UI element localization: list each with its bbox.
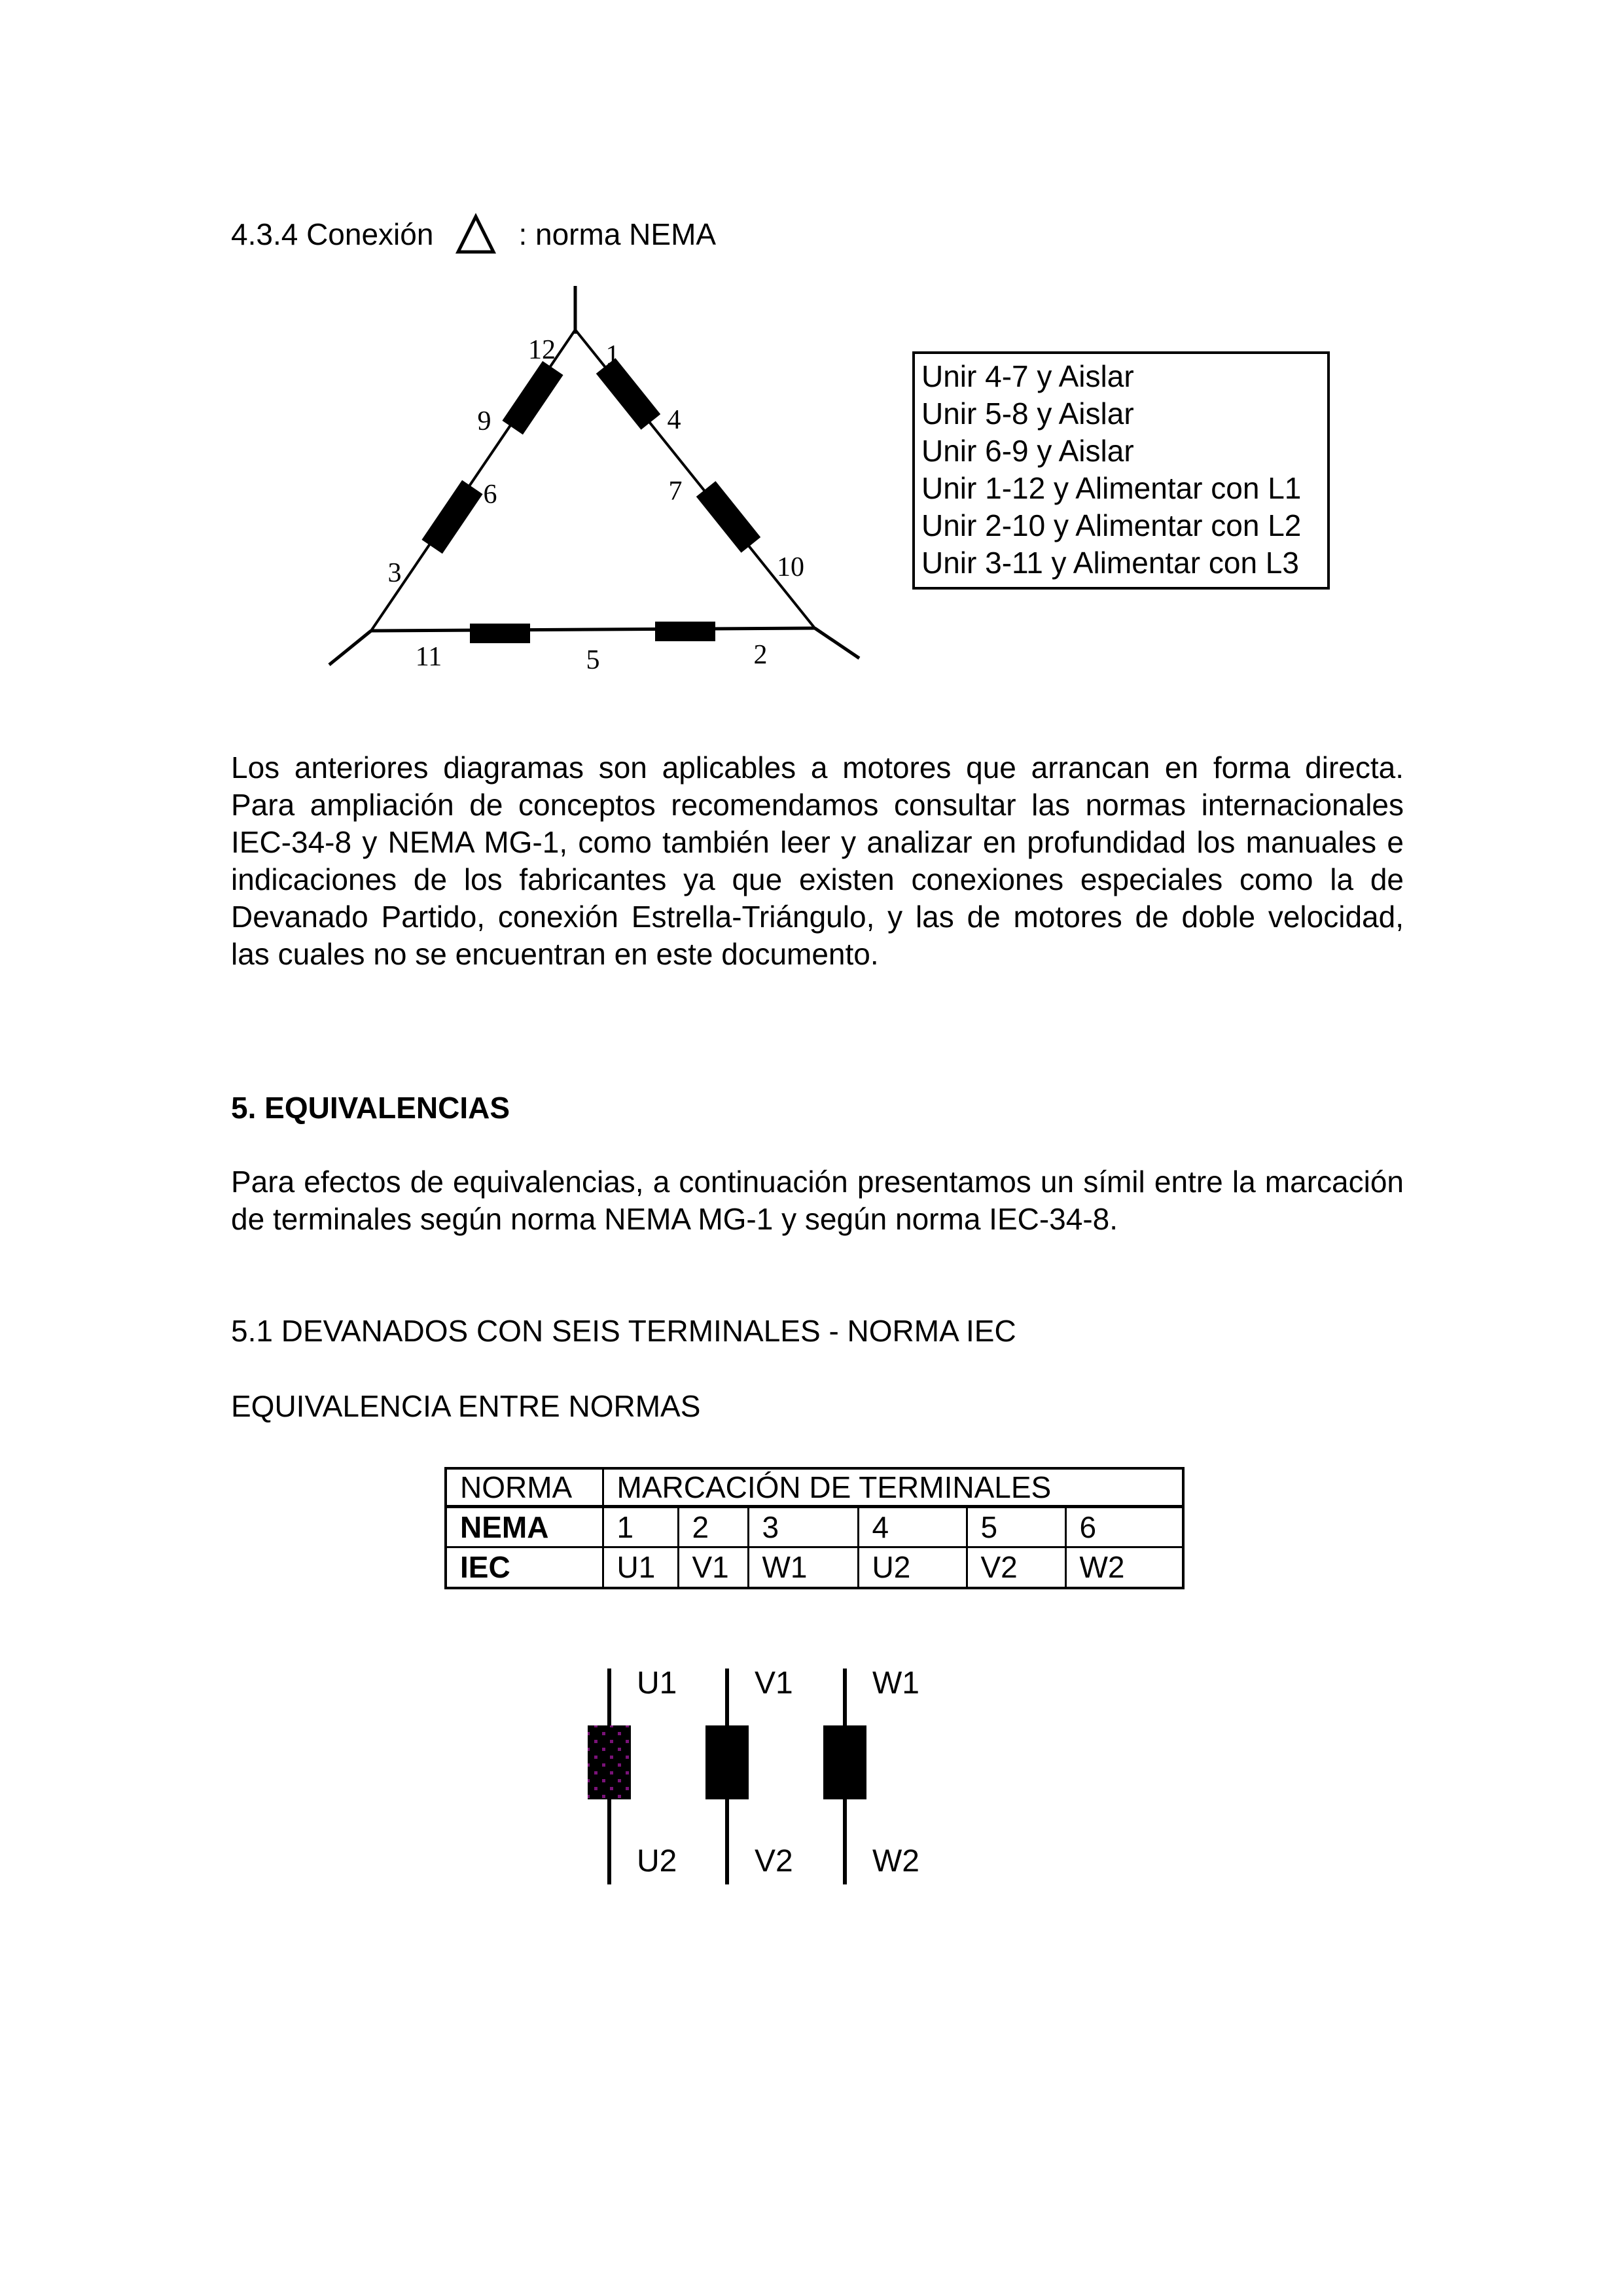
terminal-label-5: 5 [586,645,600,675]
section-5-paragraph: Para efectos de equivalencias, a continuación presentamos un símil entre la marcación de terminales según norma NEMA MG-1 y según norma IEC-34-8. [231,1165,1404,1236]
coil-left-lower [421,480,482,554]
terminal-label-12: 12 [528,335,556,365]
table-row-nema [446,1507,1183,1547]
table-cell-nema-3: 3 [748,1507,858,1547]
delta-connection-diagram [294,275,949,746]
instruction-line-5: Unir 2-10 y Alimentar con L2 [921,508,1302,542]
terminal-label-4: 4 [667,405,681,435]
winding-label-u1: U1 [637,1666,677,1701]
coil-left-upper [502,361,563,434]
instruction-line-3: Unir 6-9 y Aislar [921,434,1134,468]
terminal-label-9: 9 [477,406,491,436]
section-5-1-title: 5.1 DEVANADOS CON SEIS TERMINALES - NORMA IEC [231,1314,1016,1348]
bottom-right-lead-wire [815,628,859,658]
table-header-marcacion: MARCACIÓN DE TERMINALES [603,1468,1183,1507]
equivalence-table [444,1467,1185,1589]
section-434-heading [231,216,716,258]
table-cell-iec-2: V1 [678,1547,748,1588]
table-cell-nema-6: 6 [1065,1507,1183,1547]
table-cell-iec-6: W2 [1065,1547,1183,1588]
table-cell-nema-4: 4 [858,1507,967,1547]
table-cell-iec-4: U2 [858,1547,967,1588]
section-5-title: 5. EQUIVALENCIAS [231,1091,510,1125]
terminal-label-7: 7 [668,476,683,506]
table-cell-iec-1: U1 [603,1547,678,1588]
instruction-line-2: Unir 5-8 y Aislar [921,397,1134,431]
instruction-line-4: Unir 1-12 y Alimentar con L1 [921,471,1302,505]
table-header-row [446,1468,1183,1507]
connection-instruction-box [912,351,1330,590]
winding-coil-w [823,1725,866,1799]
table-cell-iec-label: IEC [446,1547,603,1588]
coil-bottom-right [655,622,715,641]
table-cell-iec-5: V2 [967,1547,1065,1588]
instruction-line-1: Unir 4-7 y Aislar [921,359,1134,393]
section-434-heading-suffix: : norma NEMA [518,217,717,251]
section-434-heading-prefix: 4.3.4 Conexión [231,217,434,251]
instruction-line-6: Unir 3-11 y Alimentar con L3 [921,546,1299,580]
intro-paragraph: Los anteriores diagramas son aplicables a motores que arrancan en forma directa. Para ampliación de conceptos recomendamos consultar las normas internacionales IEC-34-8 y NEMA MG-1, como también leer y analizar en profundidad los manuales e indicaciones de los fabricantes ya que existen conexiones especiales como la de Devanado Partido, conexión Estrella-Triángulo, y las de motores de doble velocidad, las cuales no se encuentran en este documento. [231,751,1404,971]
terminal-label-6: 6 [483,480,497,510]
table-cell-nema-5: 5 [967,1507,1065,1547]
terminal-label-11: 11 [415,642,442,672]
table-row-iec [446,1547,1183,1588]
triangle-bottom-side [371,628,815,631]
terminal-label-1: 1 [605,340,620,370]
winding-label-u2: U2 [637,1844,677,1879]
table-cell-nema-label: NEMA [446,1507,603,1547]
winding-label-v1: V1 [755,1666,793,1701]
coil-bottom-left [470,624,530,643]
terminal-label-3: 3 [387,558,402,588]
winding-label-w1: W1 [872,1666,919,1701]
table-cell-nema-1: 1 [603,1507,678,1547]
winding-label-v2: V2 [755,1844,793,1879]
bottom-left-lead-wire [329,631,371,665]
terminal-label-10: 10 [777,552,804,582]
winding-label-w2: W2 [872,1844,919,1879]
delta-symbol-icon [453,212,499,258]
winding-coil-u [588,1725,631,1799]
terminal-label-2: 2 [753,640,768,670]
table-header-norma: NORMA [446,1468,603,1507]
six-terminal-winding-diagram [576,1659,942,1894]
winding-coil-v [705,1725,749,1799]
equivalence-heading: EQUIVALENCIA ENTRE NORMAS [231,1389,701,1423]
table-cell-nema-2: 2 [678,1507,748,1547]
coil-right-lower [696,481,760,553]
table-cell-iec-3: W1 [748,1547,858,1588]
